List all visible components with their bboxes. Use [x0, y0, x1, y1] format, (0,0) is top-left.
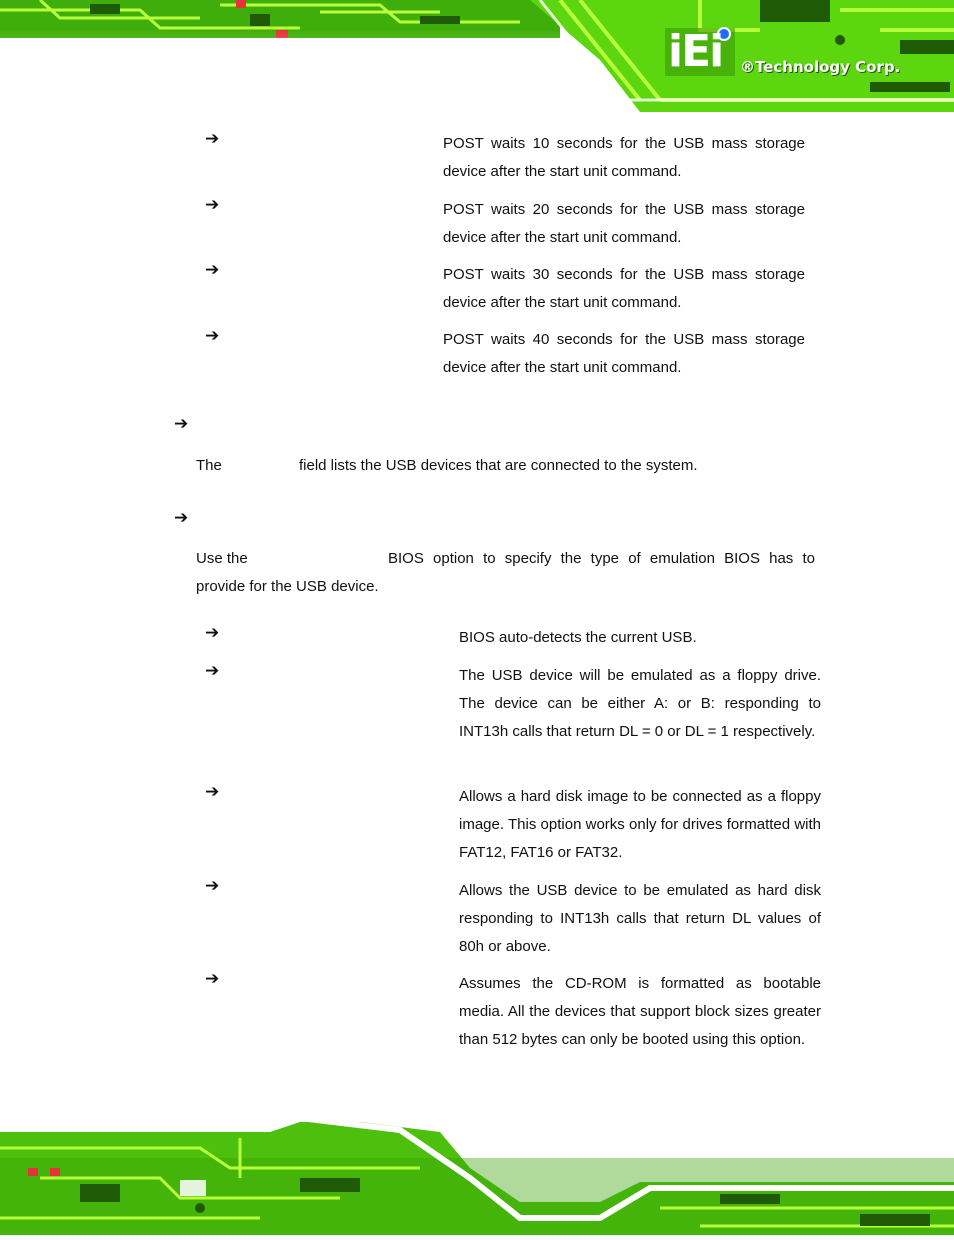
header-banner: [0, 0, 954, 112]
iei-logo: iEi: [668, 26, 723, 77]
option-description: Assumes the CD-ROM is formatted as bootable media. All the devices that support block sizes greater than 512 bytes can only be booted using this option.: [459, 975, 821, 1048]
option-description: POST waits 30 seconds for the USB mass storage device after the start unit command.: [443, 266, 805, 311]
arrow-right-icon: ➔: [205, 260, 220, 280]
arrow-right-icon: ➔: [205, 782, 220, 802]
company-name: ®Technology Corp.: [740, 58, 901, 76]
option-description: The USB device will be emulated as a floppy drive. The device can be either A: or B: responding to INT13h calls that return DL = 0 or DL = 1 respectively.: [459, 667, 821, 740]
footer-banner: [0, 1118, 954, 1235]
arrow-right-icon: ➔: [205, 195, 220, 215]
arrow-right-icon: ➔: [205, 876, 220, 896]
arrow-right-icon: ➔: [205, 969, 220, 989]
section-text-end: BIOS option to specify the type of emulation BIOS has to provide for the USB device.: [196, 550, 815, 595]
circuit-board-banner: [0, 0, 954, 112]
option-description: BIOS auto-detects the current USB.: [459, 629, 697, 646]
section-text-end: field lists the USB devices that are connected to the system.: [299, 457, 698, 474]
section-text-start: The: [196, 457, 222, 474]
arrow-right-icon: ➔: [174, 508, 189, 528]
arrow-right-icon: ➔: [205, 326, 220, 346]
option-description: POST waits 40 seconds for the USB mass storage device after the start unit command.: [443, 331, 805, 376]
option-description: Allows the USB device to be emulated as hard disk responding to INT13h calls that return DL values of 80h or above.: [459, 882, 821, 955]
arrow-right-icon: ➔: [174, 414, 189, 434]
circuit-board-footer: [0, 1118, 954, 1235]
arrow-right-icon: ➔: [205, 129, 220, 149]
arrow-right-icon: ➔: [205, 661, 220, 681]
arrow-right-icon: ➔: [205, 623, 220, 643]
option-description: POST waits 20 seconds for the USB mass storage device after the start unit command.: [443, 201, 805, 246]
section-text-start: Use the: [196, 550, 248, 567]
option-description: Allows a hard disk image to be connected as a floppy image. This option works only for drives formatted with FAT12, FAT16 or FAT32.: [459, 788, 821, 861]
option-description: POST waits 10 seconds for the USB mass storage device after the start unit command.: [443, 135, 805, 180]
